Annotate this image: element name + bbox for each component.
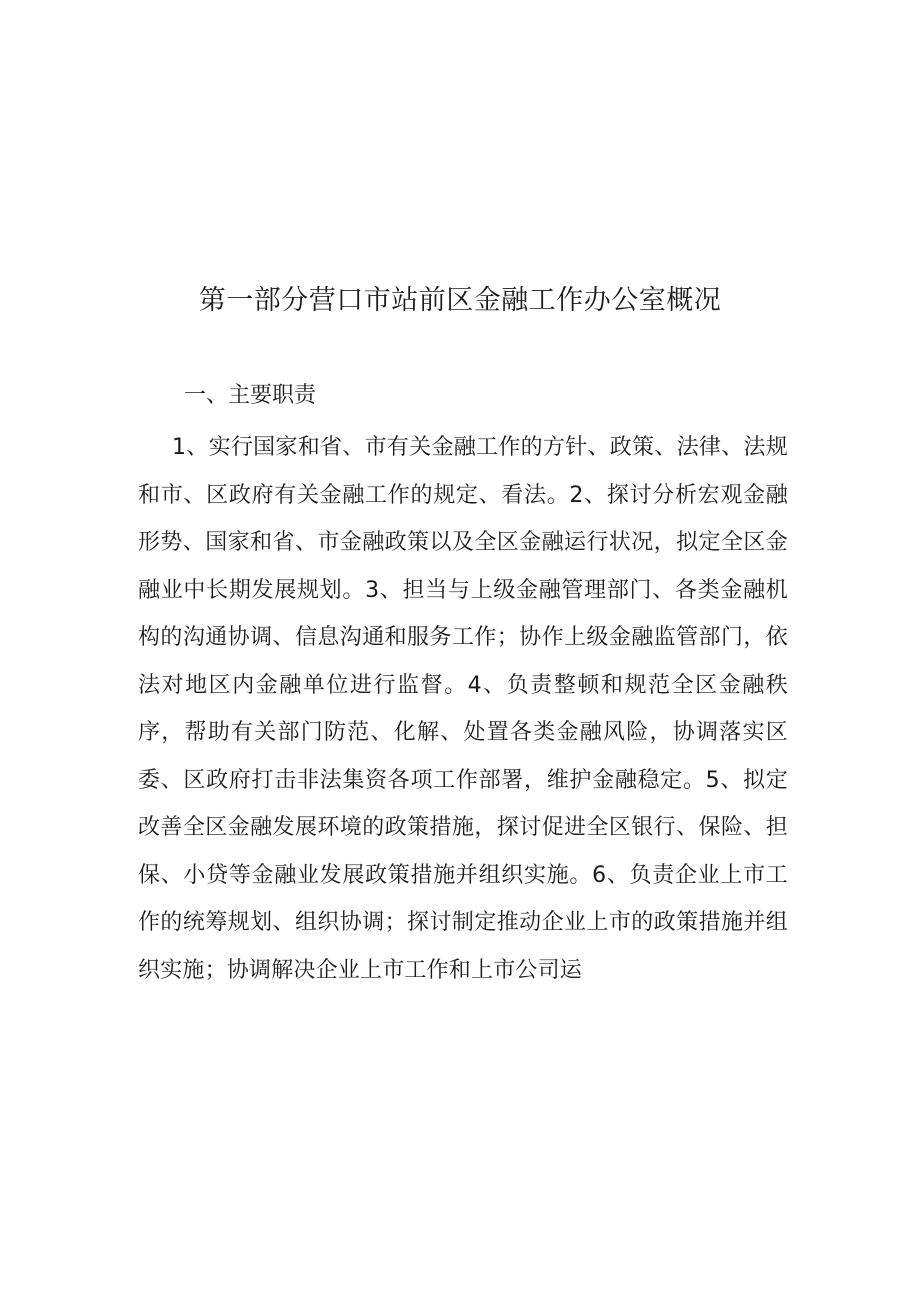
document-title: 第一部分营口市站前区金融工作办公室概况 bbox=[198, 285, 722, 316]
section-heading: 一、主要职责 bbox=[184, 383, 317, 408]
body-paragraph: 1、实行国家和省、市有关金融工作的方针、政策、法律、法规和市、区政府有关金融工作的规定、看法。2、探讨分析宏观金融形势、国家和省、市金融政策以及全区金融运行状况，拟定全区金融业中长期发展规划。3、担当与上级金融管理部门、各类金融机构的沟通协调、信息沟通和服务工作；协作上级金融监管部门，依法对地区内金融单位进行监督。4、负责整顿和规范全区金融秩序，帮助有关部门防范、化解、处置各类金融风险，协调落实区委、区政府打击非法集资各项工作部署，维护金融稳定。5、拟定改善全区金融发展环境的政策措施，探讨促进全区银行、保险、担保、小贷等金融业发展政策措施并组织实施。6、负责企业上市工作的统筹规划、组织协调；探讨制定推动企业上市的政策措施并组织实施；协调解决企业上市工作和上市公司运 bbox=[138, 435, 788, 983]
